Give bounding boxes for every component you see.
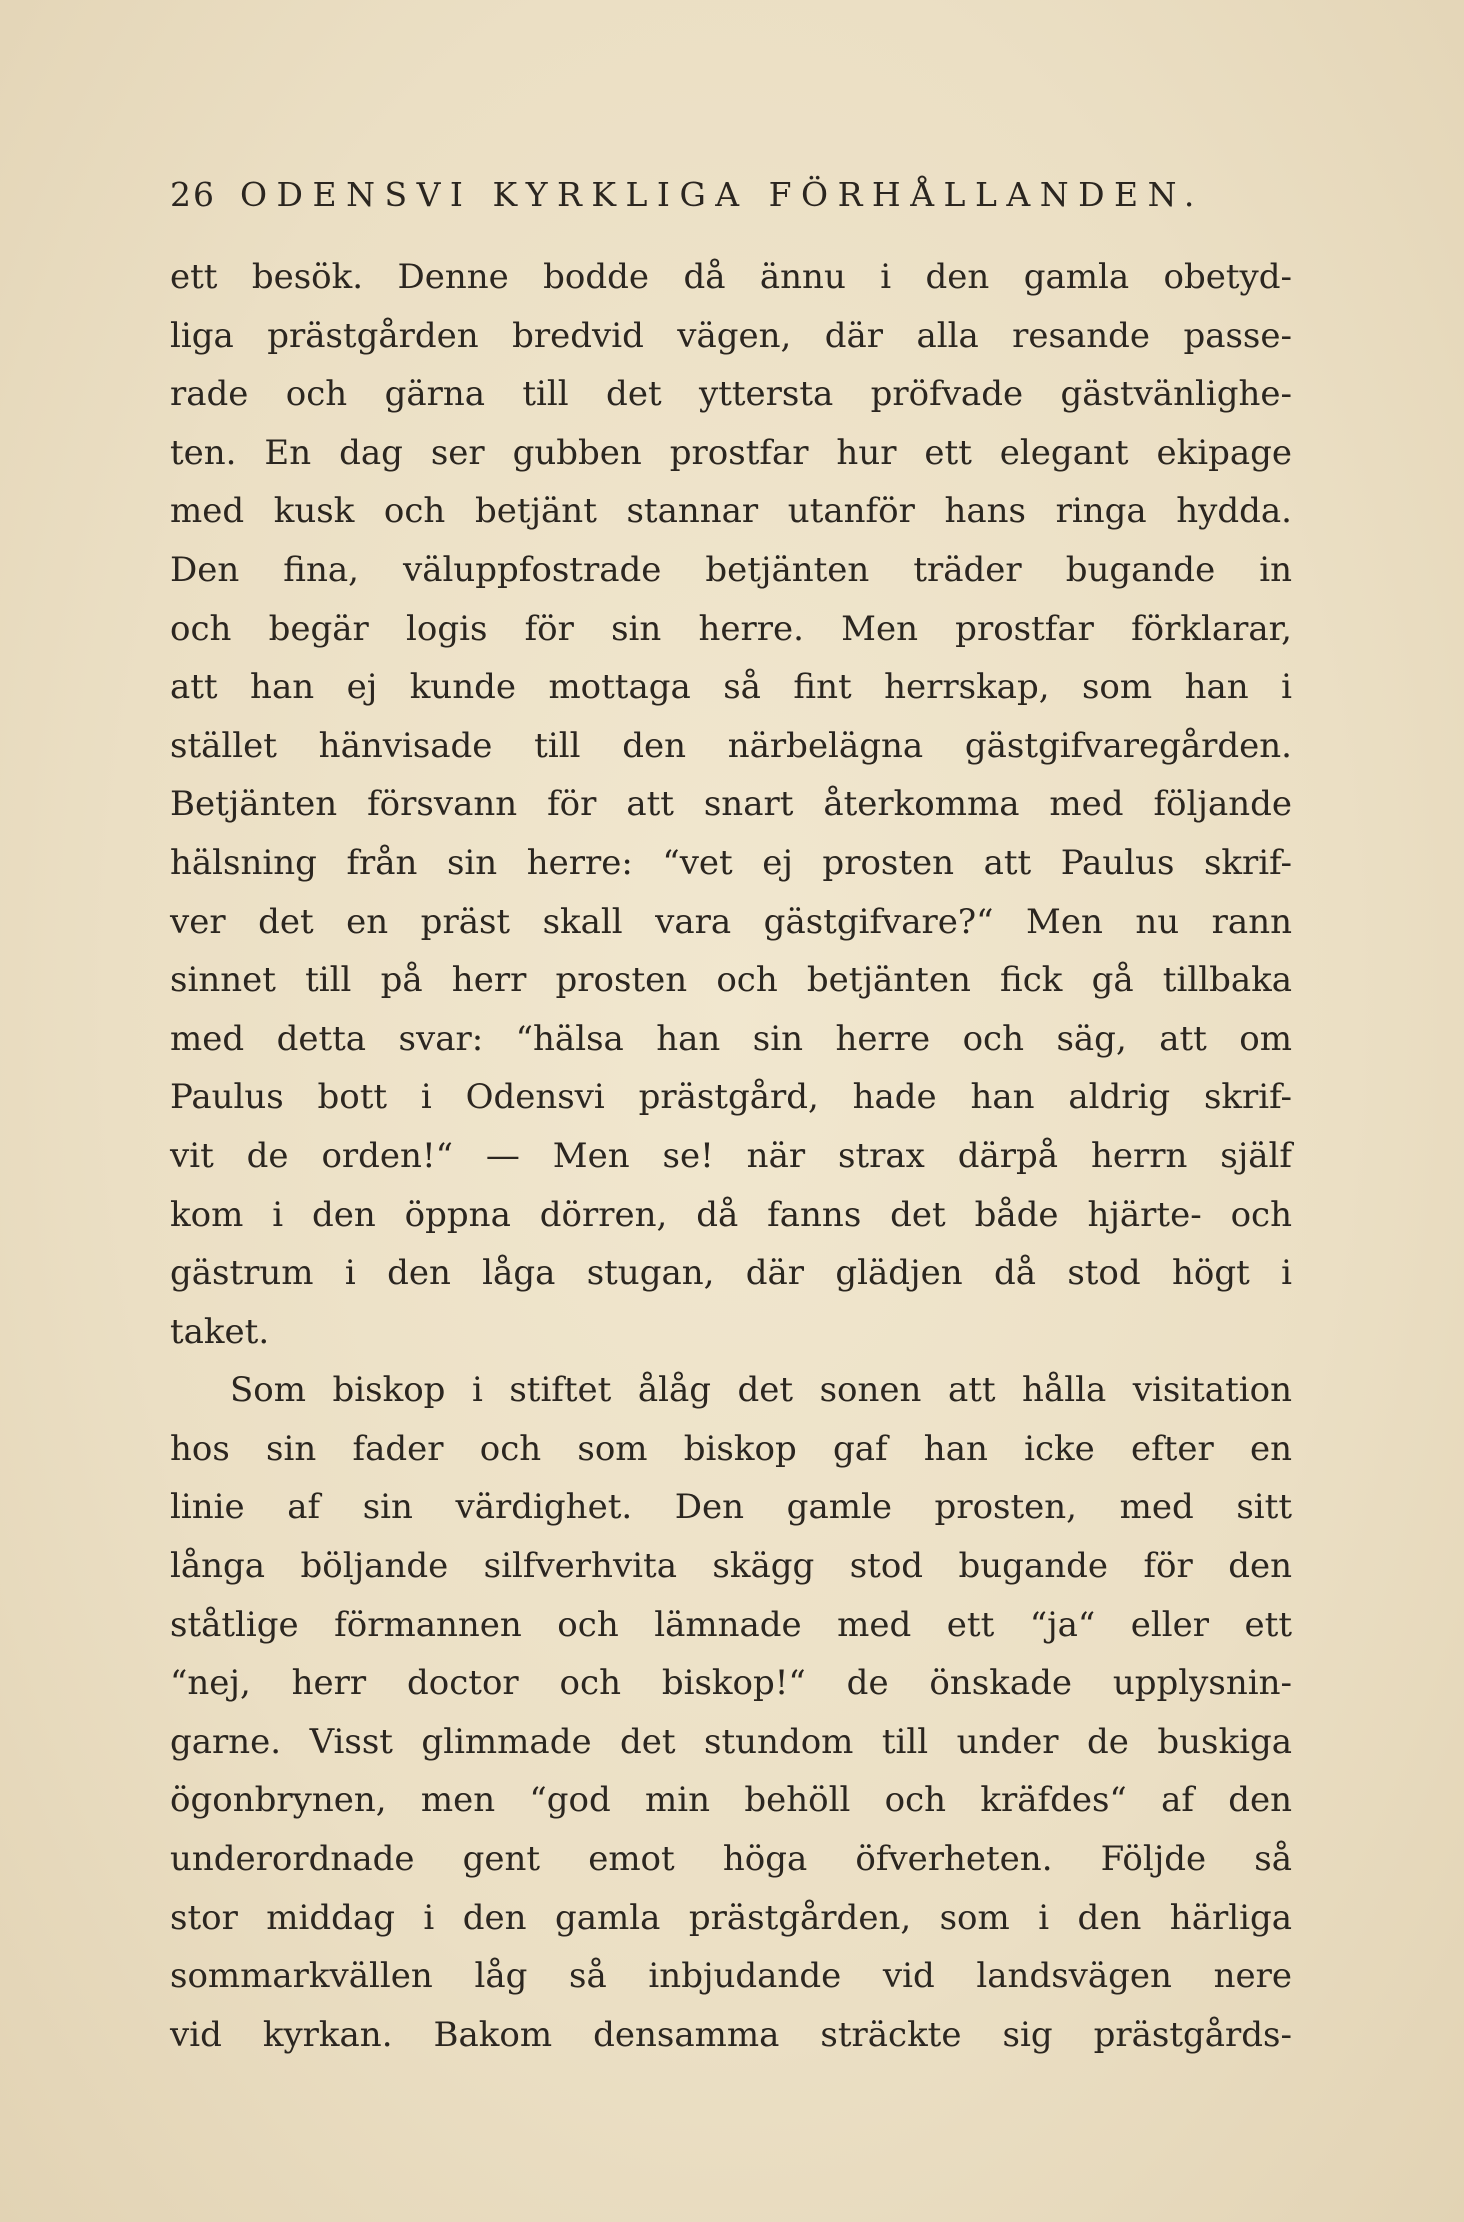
text-line: rade och gärna till det yttersta pröfvade gästvänlighe- (170, 374, 1292, 415)
text-line: stället hänvisade till den närbelägna gästgifvaregården. (170, 725, 1292, 766)
text-line: Den fina, väluppfostrade betjänten träder bugande in (170, 549, 1292, 590)
text-line: ver det en präst skall vara gästgifvare?“ Men nu rann (170, 901, 1292, 942)
text-line: gästrum i den låga stugan, där glädjen då stod högt i (170, 1253, 1292, 1294)
running-title: ODENSVI KYRKLIGA FÖRHÅLLANDEN. (240, 175, 1204, 214)
text-line: att han ej kunde mottaga så fint herrskap, som han i (170, 667, 1292, 708)
text-line: Som biskop i stiftet ålåg det sonen att hålla visitation (230, 1370, 1292, 1411)
text-line: ett besök. Denne bodde då ännu i den gamla obetyd- (170, 257, 1292, 297)
text-line: “nej, herr doctor och biskop!“ de önskade upplysnin- (170, 1663, 1292, 1704)
paragraph-2 (170, 1361, 1292, 2064)
text-line: stor middag i den gamla prästgården, som i den härliga (170, 1897, 1292, 1938)
text-line: Betjänten försvann för att snart återkomma med följande (170, 784, 1292, 825)
text-line: sinnet till på herr prosten och betjänten fick gå tillbaka (170, 960, 1292, 1001)
page-number: 26 (170, 175, 216, 214)
text-line: underordnade gent emot höga öfverheten. Följde så (170, 1839, 1292, 1880)
text-line: ögonbrynen, men “god min behöll och kräfdes“ af den (170, 1780, 1292, 1821)
text-line: hos sin fader och som biskop gaf han icke efter en (170, 1428, 1292, 1469)
text-line: vid kyrkan. Bakom densamma sträckte sig prästgårds- (170, 2014, 1292, 2055)
page-header (170, 172, 1300, 218)
text-line: långa böljande silfverhvita skägg stod bugande för den (170, 1546, 1292, 1587)
text-line: linie af sin värdighet. Den gamle prosten, med sitt (170, 1487, 1292, 1528)
text-line: taket. (170, 1311, 270, 1352)
text-line: Paulus bott i Odensvi prästgård, hade han aldrig skrif- (170, 1077, 1292, 1118)
text-line: med detta svar: “hälsa han sin herre och säg, att om (170, 1018, 1292, 1059)
text-line: hälsning från sin herre: “vet ej prosten att Paulus skrif- (170, 842, 1292, 883)
text-line: ten. En dag ser gubben prostfar hur ett elegant ekipage (170, 432, 1292, 473)
text-line: och begär logis för sin herre. Men prostfar förklarar, (170, 608, 1292, 649)
text-line: sommarkvällen låg så inbjudande vid landsvägen nere (170, 1956, 1292, 1997)
text-line: ståtlige förmannen och lämnade med ett “ja“ eller ett (170, 1604, 1292, 1645)
text-line: med kusk och betjänt stannar utanför hans ringa hydda. (170, 491, 1292, 532)
text-line: kom i den öppna dörren, då fanns det både hjärte- och (170, 1194, 1292, 1235)
paragraph-1 (170, 248, 1292, 1361)
body-text (170, 248, 1292, 2064)
text-line: garne. Visst glimmade det stundom till under de buskiga (170, 1721, 1292, 1762)
text-line: vit de orden!“ — Men se! när strax därpå herrn själf (170, 1135, 1292, 1176)
text-line: liga prästgården bredvid vägen, där alla resande passe- (170, 315, 1292, 356)
